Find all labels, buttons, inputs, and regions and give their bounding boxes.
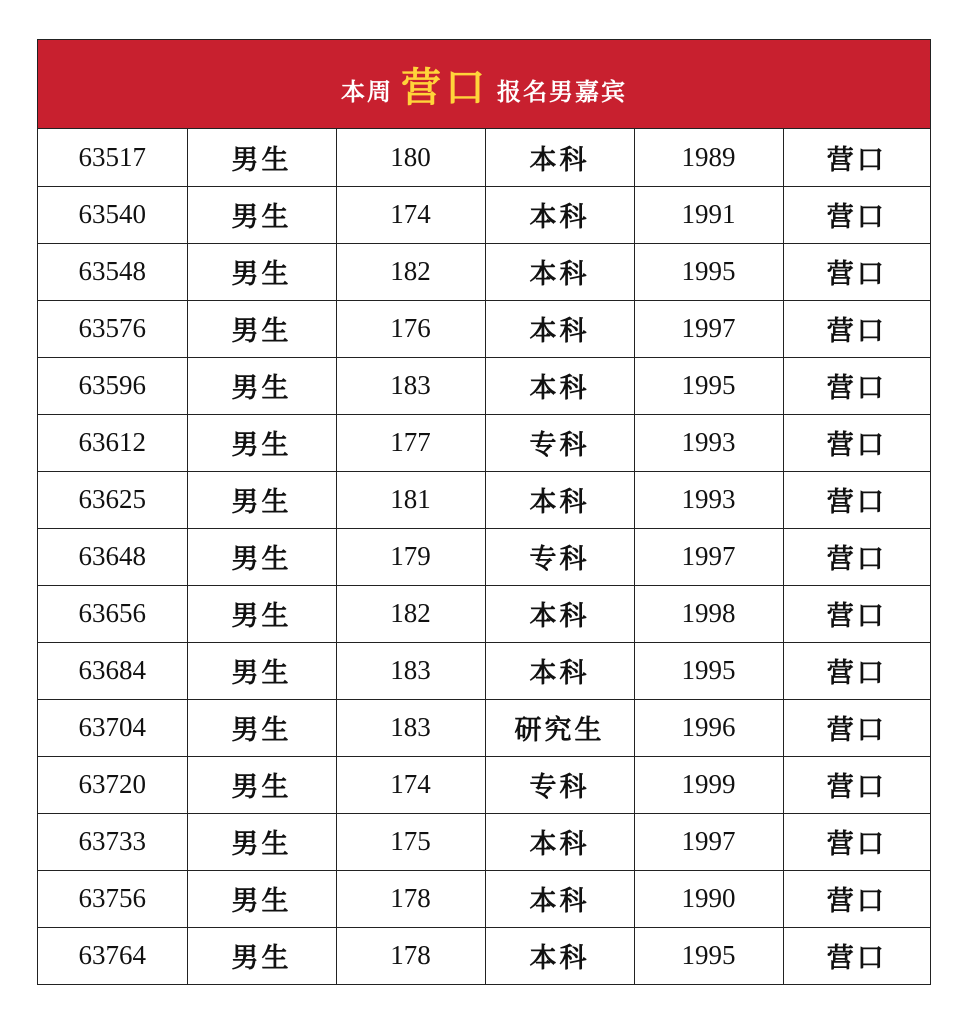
cell-gender: 男生 — [187, 642, 336, 699]
cell-height: 182 — [336, 243, 485, 300]
cell-gender: 男生 — [187, 414, 336, 471]
cell-id: 63648 — [38, 528, 187, 585]
title-city: 营口 — [401, 63, 489, 111]
cell-education: 专科 — [485, 756, 634, 813]
cell-birth-year: 1995 — [634, 927, 783, 984]
guest-table-body — [38, 129, 930, 984]
table-row — [38, 927, 930, 984]
cell-height: 183 — [336, 642, 485, 699]
cell-id: 63548 — [38, 243, 187, 300]
cell-birth-year: 1995 — [634, 357, 783, 414]
cell-height: 178 — [336, 927, 485, 984]
cell-id: 63684 — [38, 642, 187, 699]
cell-city: 营口 — [783, 471, 930, 528]
cell-height: 178 — [336, 870, 485, 927]
title-prefix: 本周 — [341, 76, 393, 106]
cell-id: 63540 — [38, 186, 187, 243]
cell-height: 177 — [336, 414, 485, 471]
table-row — [38, 756, 930, 813]
table-row — [38, 243, 930, 300]
table-row — [38, 129, 930, 186]
cell-id: 63596 — [38, 357, 187, 414]
table-row — [38, 870, 930, 927]
cell-education: 本科 — [485, 186, 634, 243]
cell-id: 63764 — [38, 927, 187, 984]
cell-id: 63756 — [38, 870, 187, 927]
cell-education: 本科 — [485, 585, 634, 642]
cell-gender: 男生 — [187, 471, 336, 528]
cell-education: 本科 — [485, 300, 634, 357]
cell-height: 175 — [336, 813, 485, 870]
cell-gender: 男生 — [187, 300, 336, 357]
table-row — [38, 528, 930, 585]
cell-education: 本科 — [485, 870, 634, 927]
cell-height: 180 — [336, 129, 485, 186]
cell-city: 营口 — [783, 186, 930, 243]
cell-height: 182 — [336, 585, 485, 642]
cell-education: 研究生 — [485, 699, 634, 756]
cell-gender: 男生 — [187, 870, 336, 927]
cell-birth-year: 1993 — [634, 414, 783, 471]
cell-education: 本科 — [485, 813, 634, 870]
cell-city: 营口 — [783, 243, 930, 300]
cell-education: 本科 — [485, 357, 634, 414]
cell-height: 183 — [336, 357, 485, 414]
cell-education: 专科 — [485, 414, 634, 471]
cell-city: 营口 — [783, 642, 930, 699]
cell-city: 营口 — [783, 129, 930, 186]
title-banner — [38, 40, 930, 129]
cell-id: 63656 — [38, 585, 187, 642]
cell-gender: 男生 — [187, 357, 336, 414]
guest-table — [38, 129, 930, 984]
table-row — [38, 300, 930, 357]
table-row — [38, 699, 930, 756]
table-row — [38, 414, 930, 471]
cell-birth-year: 1995 — [634, 642, 783, 699]
cell-city: 营口 — [783, 357, 930, 414]
cell-height: 176 — [336, 300, 485, 357]
cell-education: 专科 — [485, 528, 634, 585]
cell-id: 63704 — [38, 699, 187, 756]
cell-gender: 男生 — [187, 528, 336, 585]
cell-city: 营口 — [783, 528, 930, 585]
cell-city: 营口 — [783, 585, 930, 642]
cell-education: 本科 — [485, 927, 634, 984]
cell-gender: 男生 — [187, 186, 336, 243]
cell-height: 179 — [336, 528, 485, 585]
cell-city: 营口 — [783, 414, 930, 471]
cell-city: 营口 — [783, 813, 930, 870]
cell-id: 63576 — [38, 300, 187, 357]
table-row — [38, 642, 930, 699]
cell-city: 营口 — [783, 300, 930, 357]
cell-birth-year: 1998 — [634, 585, 783, 642]
table-row — [38, 471, 930, 528]
cell-height: 181 — [336, 471, 485, 528]
cell-gender: 男生 — [187, 585, 336, 642]
cell-gender: 男生 — [187, 756, 336, 813]
cell-birth-year: 1999 — [634, 756, 783, 813]
title-suffix: 报名男嘉宾 — [497, 76, 627, 106]
cell-id: 63517 — [38, 129, 187, 186]
cell-id: 63733 — [38, 813, 187, 870]
table-row — [38, 186, 930, 243]
table-row — [38, 813, 930, 870]
cell-birth-year: 1997 — [634, 813, 783, 870]
cell-id: 63720 — [38, 756, 187, 813]
cell-gender: 男生 — [187, 129, 336, 186]
roster-sheet — [37, 39, 931, 985]
cell-height: 174 — [336, 756, 485, 813]
cell-gender: 男生 — [187, 927, 336, 984]
cell-birth-year: 1989 — [634, 129, 783, 186]
cell-birth-year: 1991 — [634, 186, 783, 243]
cell-height: 174 — [336, 186, 485, 243]
table-row — [38, 357, 930, 414]
cell-city: 营口 — [826, 943, 887, 975]
cell-height: 183 — [336, 699, 485, 756]
cell-gender: 男生 — [187, 243, 336, 300]
cell-education: 本科 — [485, 243, 634, 300]
cell-education: 本科 — [485, 129, 634, 186]
cell-id: 63625 — [38, 471, 187, 528]
table-row — [38, 585, 930, 642]
cell-id: 63612 — [38, 414, 187, 471]
cell-education: 本科 — [485, 471, 634, 528]
cell-birth-year: 1997 — [634, 528, 783, 585]
cell-birth-year: 1990 — [634, 870, 783, 927]
cell-gender: 男生 — [187, 813, 336, 870]
cell-gender: 男生 — [187, 699, 336, 756]
cell-birth-year: 1996 — [634, 699, 783, 756]
cell-city: 营口 — [783, 756, 930, 813]
cell-city: 营口 — [783, 870, 930, 927]
cell-education: 本科 — [485, 642, 634, 699]
cell-birth-year: 1993 — [634, 471, 783, 528]
cell-city: 营口 — [783, 699, 930, 756]
cell-birth-year: 1997 — [634, 300, 783, 357]
cell-birth-year: 1995 — [634, 243, 783, 300]
